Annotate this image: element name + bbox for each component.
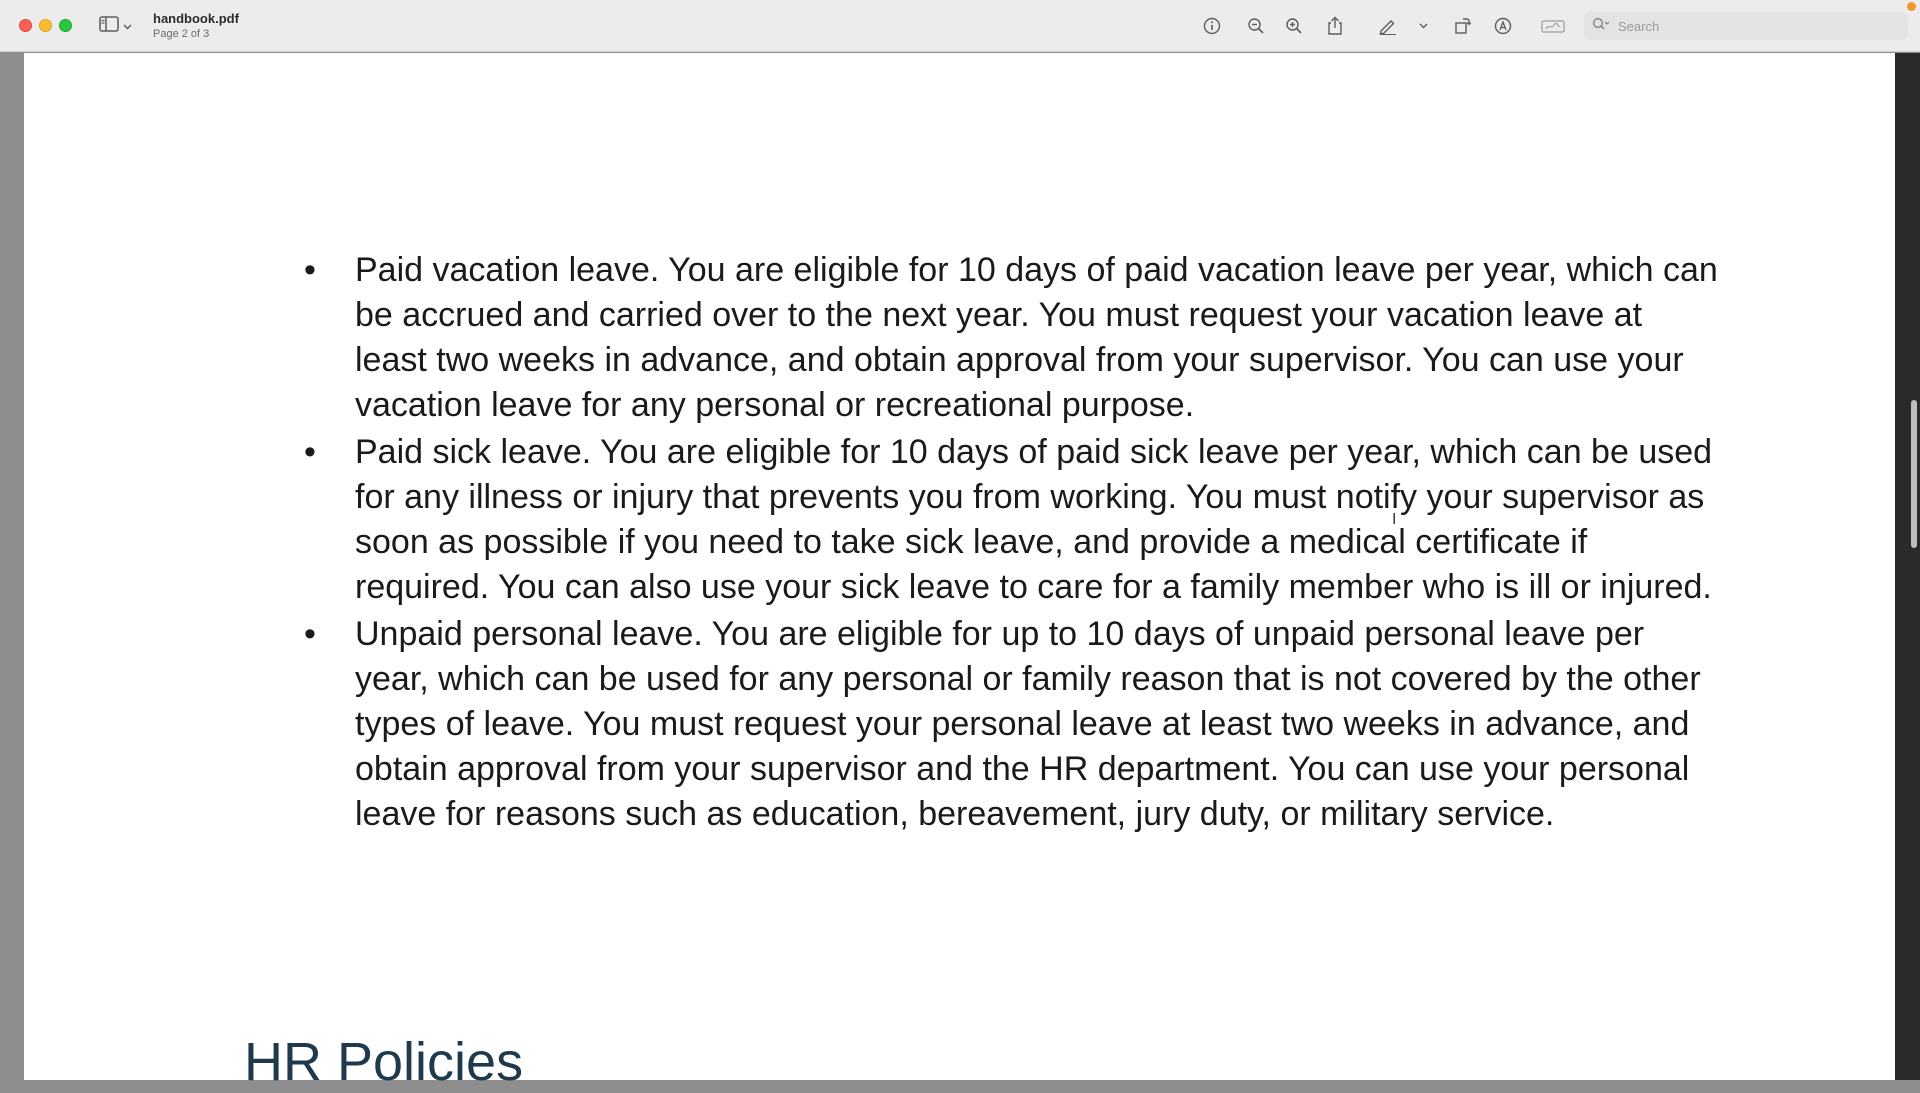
bullet-icon: •: [304, 433, 316, 471]
chevron-down-icon[interactable]: [1410, 14, 1436, 38]
annotate-icon[interactable]: [1490, 14, 1516, 38]
share-icon[interactable]: [1322, 14, 1348, 38]
sidebar-toggle-button[interactable]: [99, 16, 132, 36]
scrollbar-thumb[interactable]: [1911, 400, 1917, 548]
info-icon[interactable]: [1199, 14, 1225, 38]
list-item: [300, 612, 1720, 837]
search-input[interactable]: [1616, 18, 1890, 35]
bullet-icon: •: [304, 615, 316, 653]
leave-bullet-list: [300, 248, 1720, 839]
notification-dot: [1907, 2, 1916, 11]
list-item: [300, 430, 1720, 610]
scrollbar-track[interactable]: [1895, 53, 1920, 1080]
search-icon: [1592, 17, 1610, 36]
zoom-out-icon[interactable]: [1243, 14, 1269, 38]
sidebar-icon: [99, 16, 119, 37]
zoom-in-icon[interactable]: [1281, 14, 1307, 38]
list-item-text: Paid sick leave. You are eligible for 10 days of paid sick leave per year, which can be used for any illness or injury that prevents you from working. You must notify your supervisor as soon as possible if you need to take sick leave, and provide a medical certificate if required. You can also use your sick leave to care for a family member who is ill or injured.: [355, 433, 1713, 606]
page-indicator: Page 2 of 3: [153, 28, 210, 40]
sign-icon[interactable]: [1538, 14, 1568, 38]
list-item-text: Unpaid personal leave. You are eligible for up to 10 days of unpaid personal leave per year, which can be used for any personal or family reason that is not covered by the other types of leave. You must request your personal leave at least two weeks in advance, and obtain approval from your supervisor and the HR department. You can use your personal leave for reasons such as education, bereavement, jury duty, or military service.: [355, 615, 1701, 833]
search-field[interactable]: [1584, 12, 1908, 40]
toolbar: [0, 0, 1920, 52]
section-heading: HR Policies: [244, 1032, 524, 1092]
fullscreen-window-button[interactable]: [59, 19, 72, 32]
pdf-page: [24, 53, 1895, 1092]
text-cursor-icon: I: [1392, 511, 1397, 528]
markup-pen-icon[interactable]: [1375, 14, 1401, 38]
document-title: handbook.pdf: [153, 11, 239, 26]
chevron-down-icon: [123, 17, 132, 35]
list-item: [300, 248, 1720, 428]
bullet-icon: •: [304, 251, 316, 289]
close-window-button[interactable]: [19, 19, 32, 32]
rotate-icon[interactable]: [1449, 14, 1475, 38]
list-item-text: Paid vacation leave. You are eligible for 10 days of paid vacation leave per year, which can be accrued and carried over to the next year. You must request your vacation leave at least two weeks in advance, and obtain approval from your supervisor. You can use your vacation leave for any personal or recreational purpose.: [355, 251, 1718, 424]
minimize-window-button[interactable]: [39, 19, 52, 32]
